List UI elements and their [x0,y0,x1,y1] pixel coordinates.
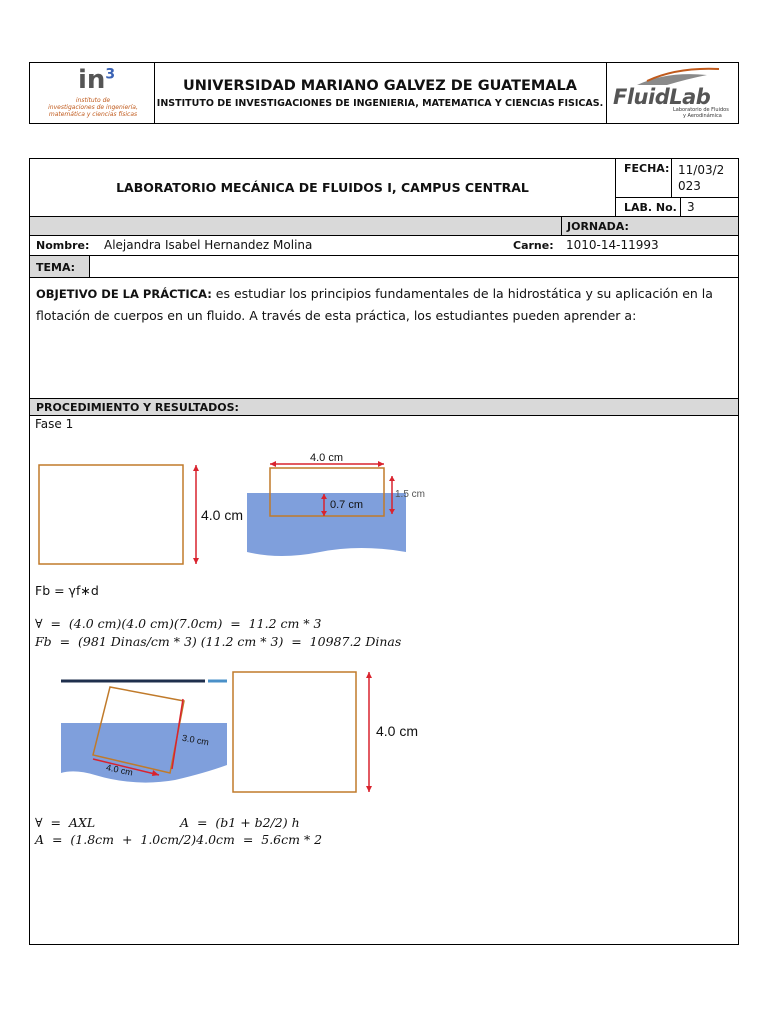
volume-axl-equation: ∀ = AXL [35,815,96,830]
institute-subtitle: INSTITUTO DE INVESTIGACIONES DE INGENIERIA, MATEMATICA Y CIENCIAS FISICAS. [156,98,604,109]
tema-value-cell [89,255,739,278]
carne-value: 1010-14-11993 [566,238,659,252]
objetivo-cell [29,277,739,399]
figure1-width-label: 4.0 cm [310,452,344,464]
university-title: UNIVERSIDAD MARIANO GALVEZ DE GUATEMALA [183,78,577,94]
buoyancy-formula: Fb = γf∗d [35,583,99,598]
logo-text-3: matemática y ciencias físicas [48,111,138,118]
figure2-side-label: 3.0 cm [181,732,210,748]
lab-title: LABORATORIO MECÁNICA DE FLUIDOS I, CAMPUS CENTRAL [116,180,529,195]
header-bar [29,62,739,124]
figure2-square-label: 4.0 cm [376,723,419,739]
procedimiento-header: PROCEDIMIENTO Y RESULTADOS: [29,398,739,416]
fluidlab-caption-1: Laboratorio de Fluidos [673,107,729,113]
carne-label: Carne: [513,239,554,252]
fluidlab-caption-2: y Aerodinámica [683,113,722,119]
logo-text-1: instituto de [75,97,111,104]
fase-label: Fase 1 [35,417,74,431]
objetivo-label: OBJETIVO DE LA PRÁCTICA: [36,287,212,301]
jornada-row-left [29,216,562,236]
logo-text-2: investigaciones de ingeniería, [48,104,138,111]
tema-label-cell: TEMA: [29,255,90,278]
left-logo [30,63,155,123]
fecha-value-cell [671,158,739,198]
fecha-value-line2: 023 [678,179,701,193]
figure1-submerged-label: 0.7 cm [330,499,364,511]
in3-logo-icon: $in^3$ [78,65,116,95]
volume-equation: ∀ = (4.0 cm)(4.0 cm)(7.0cm) = 11.2 cm * 3 [35,616,322,631]
jornada-row-right [561,216,739,236]
fecha-label-cell: FECHA: [615,158,672,198]
square-block [233,672,356,792]
nombre-value: Alejandra Isabel Hernandez Molina [104,238,313,252]
objetivo-text-1: es estudiar los principios fundamentales de la hidrostática y su aplicación en la [211,286,713,301]
force-equation: Fb = (981 Dinas/cm * 3) (11.2 cm * 3) = 10987.2 Dinas [35,634,402,649]
right-logo [606,63,739,123]
water-body-2 [61,723,227,783]
figure1-height-label: 4.0 cm [201,507,244,523]
figure-2 [55,665,400,800]
fluidlab-wordmark: FluidLab [613,85,711,109]
water-body [247,493,406,556]
lab-label-cell: LAB. No. [615,197,681,217]
objetivo-text-2: flotación de cuerpos en un fluido. A través de esta práctica, los estudiantes pueden aprender a: [36,308,637,323]
jornada-label: JORNADA: [567,220,629,233]
area-equation: A = (1.8cm + 1.0cm/2)4.0cm = 5.6cm * 2 [35,832,323,847]
lab-value-cell: 3 [680,197,739,217]
figure2-bottom-label: 4.0 cm [105,762,134,778]
block-front-view [39,465,183,564]
nombre-row [29,235,739,256]
figure1-block-height-label: 1.5 cm [395,489,426,500]
fecha-value-line1: 11/03/2 [678,163,725,177]
nombre-label: Nombre: [36,239,90,252]
trapezoid-area-formula: A = (b1 + b2/2) h [180,815,300,830]
